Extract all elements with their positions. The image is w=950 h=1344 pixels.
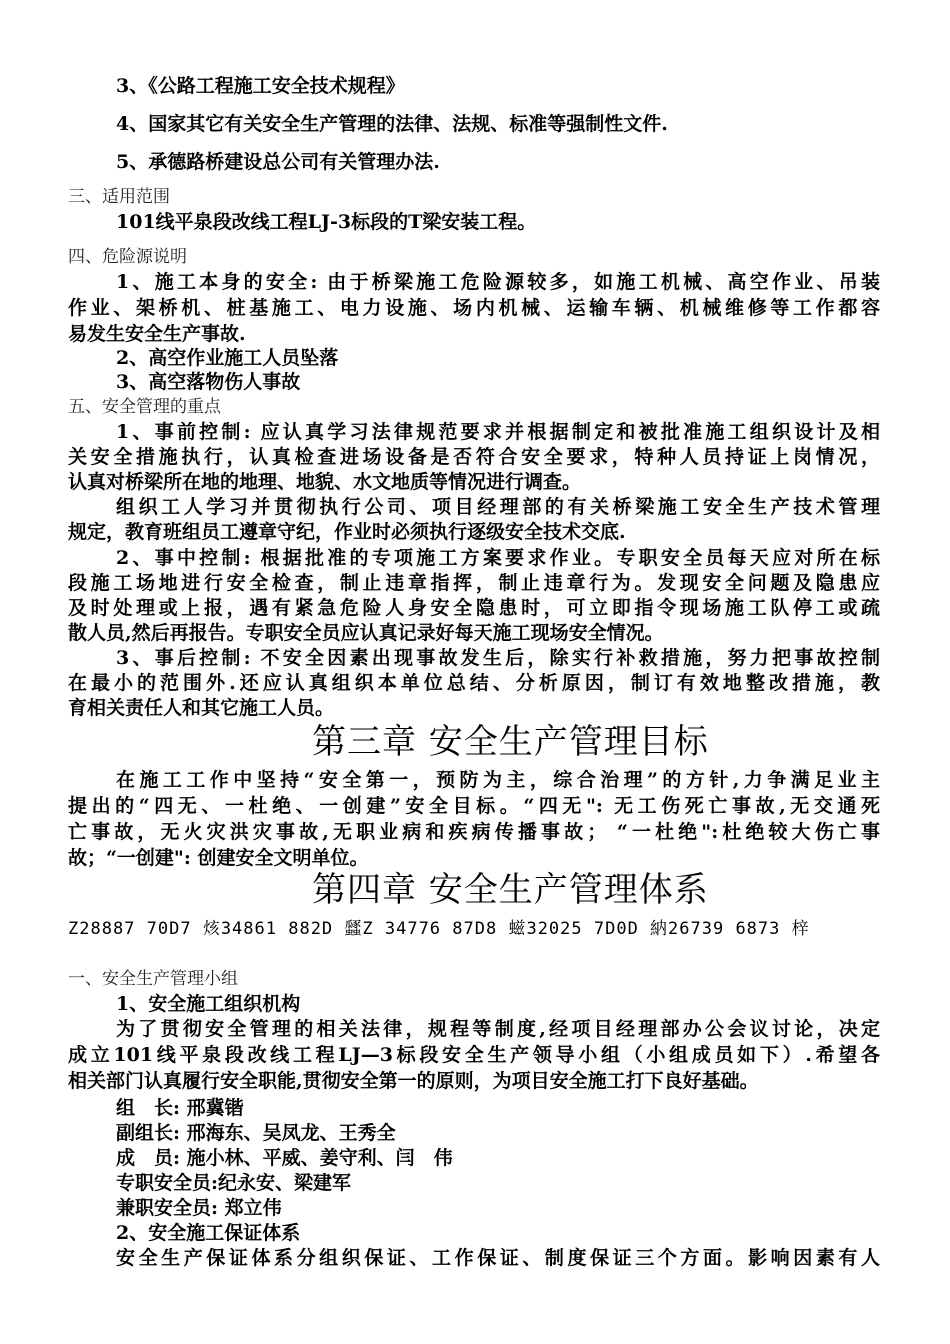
hazard-line: 易发生安全生产事故.	[68, 323, 246, 345]
hazard-item-3: 3、高空落物伤人事故	[116, 371, 301, 393]
chapter-3-line: 故；“一创建": 创建安全文明单位。	[68, 847, 369, 869]
scope-text: 101线平泉段改线工程LJ-3标段的T梁安装工程。	[116, 211, 537, 233]
safety-group-line: 为了贯彻安全管理的相关法律，规程等制度,经项目经理部办公会议讨论，决定	[116, 1018, 880, 1040]
safety-group-line: 相关部门认真履行安全职能,贯彻安全第一的原则，为项目安全施工打下良好基础。	[68, 1070, 759, 1092]
key-point-line: 2、事中控制: 根据批准的专项施工方案要求作业。专职安全员每天应对所在标	[116, 547, 880, 569]
section-heading-safety-group: 一、安全生产管理小组	[68, 969, 238, 989]
hazard-line: 作业、架桥机、桩基施工、电力设施、场内机械、运输车辆、机械维修等工作都容	[68, 297, 880, 319]
member-full-time-safety: 专职安全员:纪永安、梁建军	[116, 1172, 352, 1194]
chapter-3-line: 提出的“四无、一杜绝、一创建”安全目标。“四无": 无工伤死亡事故,无交通死	[68, 795, 880, 817]
member-part-time-safety: 兼职安全员: 郑立伟	[116, 1197, 282, 1219]
member-leader: 组 长: 邢冀锴	[116, 1097, 244, 1119]
key-point-line: 段施工场地进行安全检查，制止违章指挥，制止违章行为。发现安全问题及隐患应	[68, 572, 880, 594]
key-point-line: 关安全措施执行，认真检查进场设备是否符合安全要求，特种人员持证上岗情况，	[68, 446, 880, 468]
chapter-3-line: 在施工工作中坚持“安全第一，预防为主，综合治理”的方针,力争满足业主	[116, 769, 880, 791]
section-heading-scope: 三、适用范围	[68, 187, 170, 207]
subheading-organization: 1、安全施工组织机构	[116, 993, 301, 1015]
key-point-line: 散人员,然后再报告。专职安全员应认真记录好每天施工现场安全情况。	[68, 622, 664, 644]
key-point-line: 规定，教育班组员工遵章守纪，作业时必须执行逐级安全技术交底.	[68, 521, 626, 543]
chapter-3-line: 亡事故，无火灾洪灾事故,无职业病和疾病传播事故； “一杜绝":杜绝较大伤亡事	[68, 821, 880, 843]
section-heading-key-points: 五、安全管理的重点	[68, 397, 221, 417]
hazard-line: 1、施工本身的安全: 由于桥梁施工危险源较多，如施工机械、高空作业、吊装	[116, 271, 880, 293]
encoded-character-line: Z28887 70D7 烗34861 882D 瓥Z 34776 87D8 螆32025 7D0D 納26739 6873 梓	[68, 919, 810, 939]
key-point-line: 在最小的范围外.还应认真组织本单位总结、分析原因，制订有效地整改措施，教	[68, 672, 880, 694]
reference-item-4: 4、国家其它有关安全生产管理的法律、法规、标准等强制性文件.	[116, 113, 668, 135]
hazard-item-2: 2、高空作业施工人员坠落	[116, 347, 339, 369]
chapter-3-title: 第三章 安全生产管理目标	[312, 722, 709, 762]
key-point-line: 及时处理或上报，遇有紧急危险人身安全隐患时，可立即指令现场施工队停工或疏	[68, 597, 880, 619]
key-point-line: 1、事前控制: 应认真学习法律规范要求并根据制定和被批准施工组织设计及相	[116, 421, 880, 443]
member-deputy-leaders: 副组长: 邢海东、吴凤龙、王秀全	[116, 1122, 396, 1144]
chapter-4-title: 第四章 安全生产管理体系	[312, 870, 709, 910]
assurance-system-line: 安全生产保证体系分组织保证、工作保证、制度保证三个方面。影响因素有人	[116, 1247, 880, 1269]
section-heading-hazards: 四、危险源说明	[68, 247, 187, 267]
key-point-line: 育相关责任人和其它施工人员。	[68, 697, 335, 719]
key-point-line: 3、事后控制: 不安全因素出现事故发生后，除实行补救措施，努力把事故控制	[116, 647, 880, 669]
reference-item-5: 5、承德路桥建设总公司有关管理办法.	[116, 151, 440, 173]
reference-item-3: 3、《公路工程施工安全技术规程》	[116, 75, 405, 97]
safety-group-line: 成立101线平泉段改线工程LJ—3标段安全生产领导小组（小组成员如下）.希望各	[68, 1044, 880, 1066]
key-point-line: 认真对桥梁所在地的地理、地貌、水文地质等情况进行调查。	[68, 471, 582, 493]
subheading-assurance-system: 2、安全施工保证体系	[116, 1222, 301, 1244]
member-members: 成 员: 施小林、平威、姜守利、闫 伟	[116, 1147, 453, 1169]
key-point-line: 组织工人学习并贯彻执行公司、项目经理部的有关桥梁施工安全生产技术管理	[116, 496, 880, 518]
